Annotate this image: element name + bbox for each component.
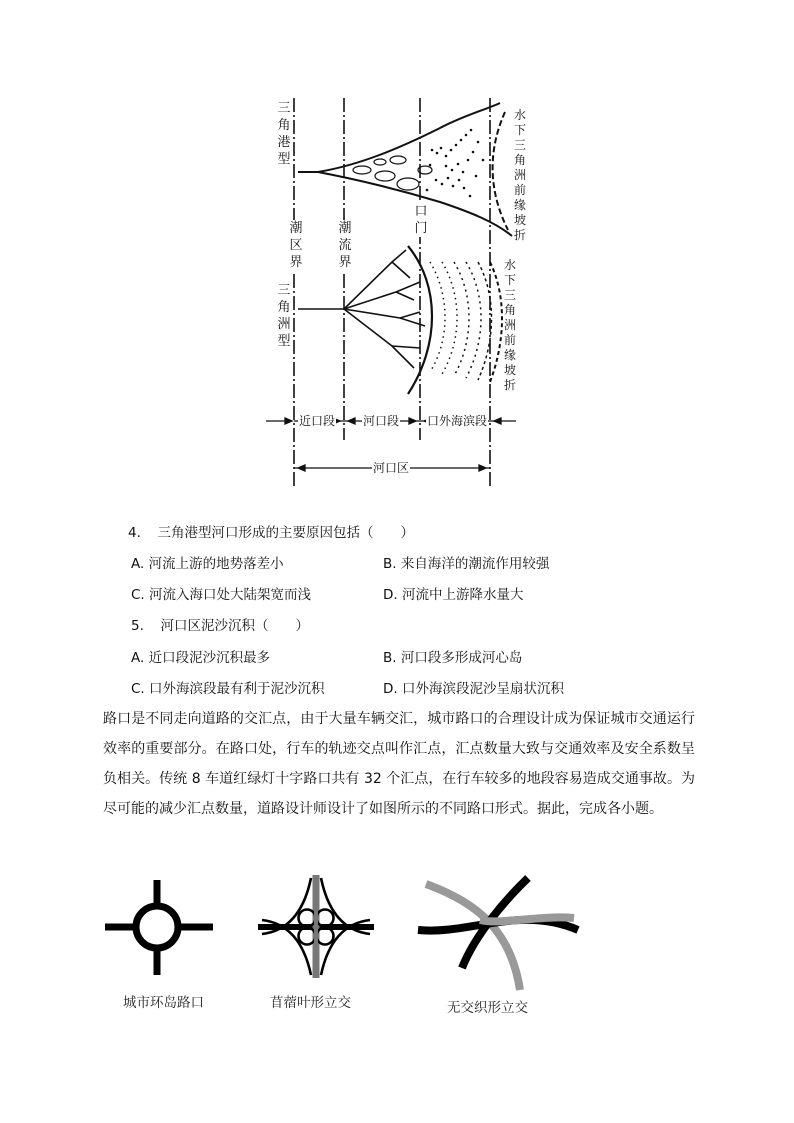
estuary-funnel-shape bbox=[298, 103, 512, 236]
label-type-triangular-estuary: 三角港型 bbox=[277, 101, 291, 167]
label-region: 河口区 bbox=[373, 461, 410, 475]
label-tidal-current-boundary: 潮流界 bbox=[338, 221, 352, 270]
label-segment-outer: 口外海滨段 bbox=[427, 414, 488, 428]
label-tidal-zone-boundary: 潮区界 bbox=[289, 221, 303, 270]
underwater-slope-top bbox=[493, 112, 508, 230]
question-4-option-a[interactable]: A. 河流上游的地势落差小 bbox=[131, 556, 284, 572]
label-mouth-gate: 口门 bbox=[414, 204, 428, 236]
label-underwater-slope-top: 水下三角洲前缘坡折 bbox=[513, 108, 526, 242]
cloverleaf-icon bbox=[258, 875, 374, 978]
question-4-number: 4. bbox=[128, 525, 141, 541]
question-5-option-c[interactable]: C. 口外海滨段最有利于泥沙沉积 bbox=[131, 681, 325, 697]
question-4-option-c[interactable]: C. 河流入海口处大陆架宽而浅 bbox=[131, 587, 312, 603]
question-5-option-a[interactable]: A. 近口段泥沙沉积最多 bbox=[131, 650, 271, 666]
question-5-text: 河口区泥沙沉积（ ） bbox=[160, 618, 309, 634]
label-segment-river: 河口段 bbox=[363, 414, 400, 428]
roundabout-icon bbox=[105, 880, 213, 975]
label-underwater-slope-bottom: 水下三角洲前缘坡折 bbox=[503, 258, 516, 392]
question-5-option-b[interactable]: B. 河口段多形成河心岛 bbox=[383, 650, 523, 666]
caption-roundabout: 城市环岛路口 bbox=[123, 995, 204, 1011]
question-5-stem bbox=[131, 614, 309, 634]
question-4-text: 三角港型河口形成的主要原因包括（ ） bbox=[157, 525, 414, 541]
question-4-stem bbox=[128, 521, 414, 541]
label-type-delta: 三角洲型 bbox=[277, 283, 291, 349]
question-5-option-d[interactable]: D. 口外海滨段泥沙呈扇状沉积 bbox=[383, 681, 564, 697]
caption-cloverleaf: 苜蓿叶形立交 bbox=[270, 995, 351, 1011]
label-segment-near: 近口段 bbox=[299, 414, 336, 428]
non-weaving-interchange-icon bbox=[418, 878, 578, 990]
question-4-option-d[interactable]: D. 河流中上游降水量大 bbox=[383, 587, 524, 603]
question-5-number: 5. bbox=[131, 618, 144, 634]
caption-non-weaving: 无交织形立交 bbox=[447, 1000, 528, 1016]
delta-deposit-arcs bbox=[430, 262, 502, 382]
question-4-option-b[interactable]: B. 来自海洋的潮流作用较强 bbox=[383, 556, 550, 572]
delta-river bbox=[298, 250, 425, 368]
estuary-sand-dots bbox=[426, 129, 485, 198]
passage-text: 路口是不同走向道路的交汇点，由于大量车辆交汇，城市路口的合理设计成为保证城市交通运行效率的重要部分。在路口处，行车的轨迹交点叫作汇点，汇点数量大致与交通效率及安全系数呈负相关。传统 8 车道红绿灯十字路口共有 32 个汇点，在行车较多的地段容易造成交通事故。为尽可能的减少汇点数量，道路设计师设计了如图所示的不同路口形式。据此，完成各小题。 bbox=[103, 711, 695, 817]
